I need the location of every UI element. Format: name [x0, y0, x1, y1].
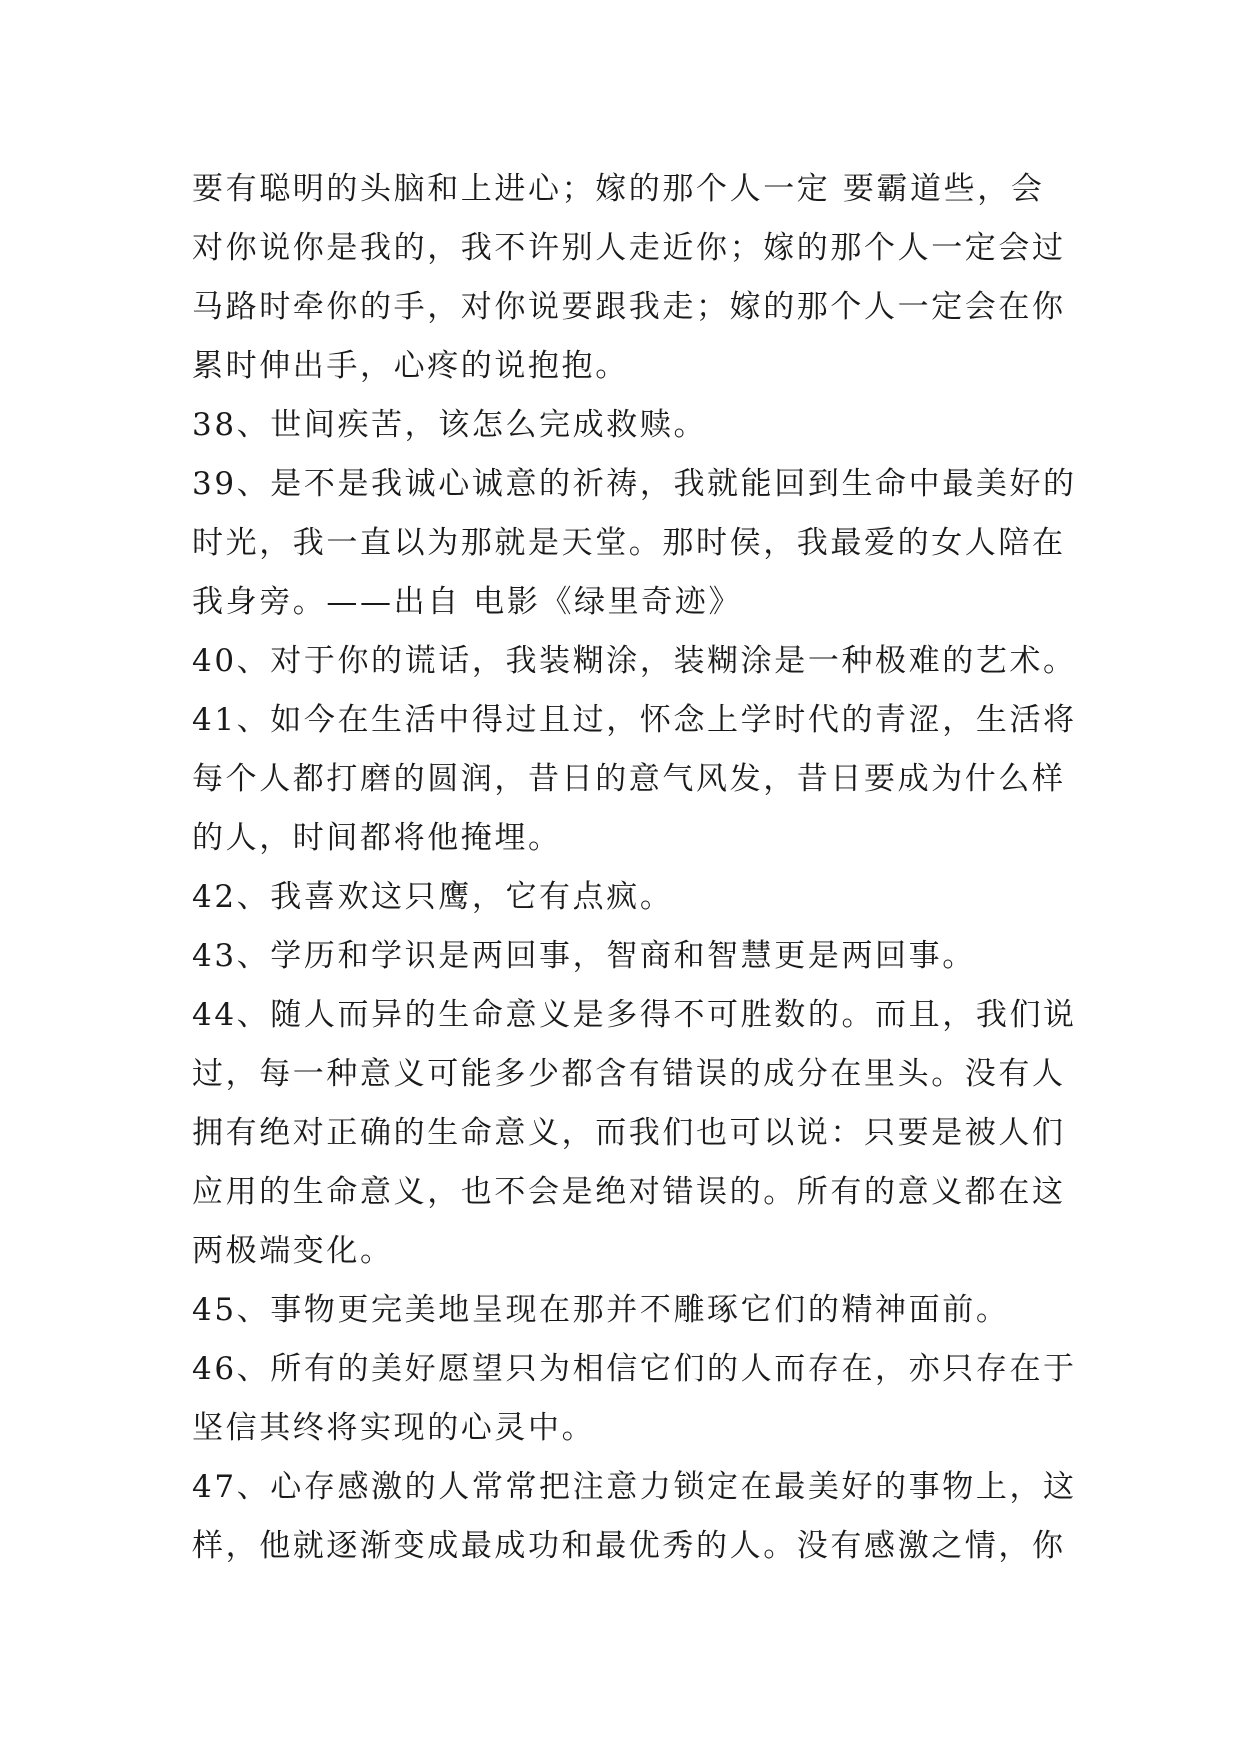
body-text: [192, 160, 1092, 1576]
text-line: 每个人都打磨的圆润，昔日的意气风发，昔日要成为什么样: [192, 761, 1066, 797]
text-line: 要有聪明的头脑和上进心；嫁的那个人一定 要霸道些，会: [192, 171, 1045, 207]
text-line: 39、是不是我诚心诚意的祈祷，我就能回到生命中最美好的: [192, 466, 1077, 502]
text-line: 40、对于你的谎话，我装糊涂，装糊涂是一种极难的艺术。: [192, 643, 1077, 679]
text-line: 样，他就逐渐变成最成功和最优秀的人。没有感激之情，你: [192, 1528, 1066, 1564]
text-line: 43、学历和学识是两回事，智商和智慧更是两回事。: [192, 938, 976, 974]
text-line: 38、世间疾苦，该怎么完成救赎。: [192, 407, 708, 443]
text-line: 对你说你是我的，我不许别人走近你；嫁的那个人一定会过: [192, 230, 1066, 266]
text-line: 应用的生命意义，也不会是绝对错误的。所有的意义都在这: [192, 1174, 1066, 1210]
text-line: 42、我喜欢这只鹰，它有点疯。: [192, 879, 674, 915]
text-line: 46、所有的美好愿望只为相信它们的人而存在，亦只存在于: [192, 1351, 1077, 1387]
text-line: 坚信其终将实现的心灵中。: [192, 1410, 596, 1446]
text-line: 拥有绝对正确的生命意义，而我们也可以说：只要是被人们: [192, 1115, 1066, 1151]
text-line: 我身旁。——出自 电影《绿里奇迹》: [192, 584, 743, 620]
text-line: 马路时牵你的手，对你说要跟我走；嫁的那个人一定会在你: [192, 289, 1066, 325]
text-line: 的人，时间都将他掩埋。: [192, 820, 562, 856]
text-line: 时光，我一直以为那就是天堂。那时侯，我最爱的女人陪在: [192, 525, 1066, 561]
text-line: 两极端变化。: [192, 1233, 394, 1269]
text-line: 过，每一种意义可能多少都含有错误的成分在里头。没有人: [192, 1056, 1066, 1092]
text-line: 累时伸出手，心疼的说抱抱。: [192, 348, 629, 384]
text-line: 47、心存感激的人常常把注意力锁定在最美好的事物上，这: [192, 1469, 1077, 1505]
text-line: 41、如今在生活中得过且过，怀念上学时代的青涩，生活将: [192, 702, 1077, 738]
text-line: 45、事物更完美地呈现在那并不雕琢它们的精神面前。: [192, 1292, 1010, 1328]
text-line: 44、随人而异的生命意义是多得不可胜数的。而且，我们说: [192, 997, 1077, 1033]
